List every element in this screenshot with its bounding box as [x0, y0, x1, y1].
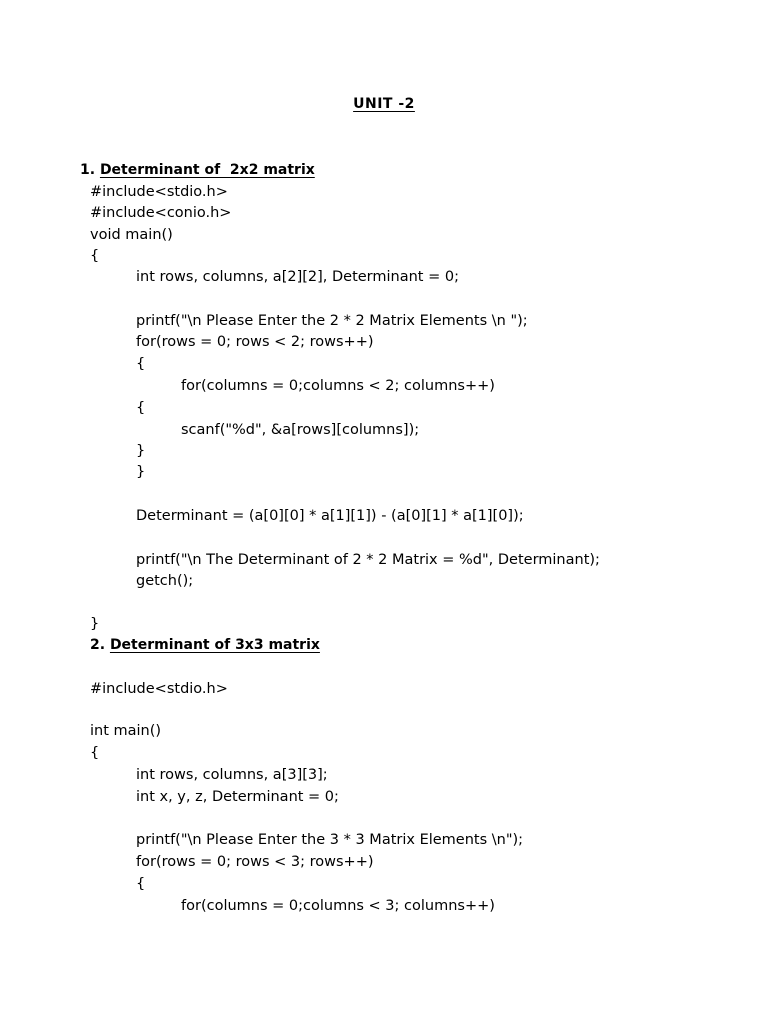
code-line: } [136, 464, 146, 480]
code-line: scanf("%d", &a[rows][columns]); [181, 422, 420, 438]
section-1-heading: 1. Determinant of 2x2 matrix [80, 162, 315, 178]
code-line: Determinant = (a[0][0] * a[1][1]) - (a[0][1] * a[1][0]); [136, 508, 524, 524]
code-line: printf("\n Please Enter the 3 * 3 Matrix Elements \n"); [136, 832, 524, 848]
code-line: getch(); [136, 573, 194, 589]
code-line: { [136, 876, 146, 892]
code-line: void main() [90, 227, 173, 243]
code-line: } [136, 443, 146, 459]
code-line: } [90, 616, 100, 632]
code-line: { [90, 248, 100, 264]
code-line: for(columns = 0;columns < 3; columns++) [181, 898, 495, 914]
code-line: for(rows = 0; rows < 2; rows++) [136, 334, 374, 350]
code-line: printf("\n The Determinant of 2 * 2 Matrix = %d", Determinant); [136, 552, 600, 568]
code-line: #include<stdio.h> [90, 681, 228, 697]
code-line: #include<stdio.h> [90, 184, 228, 200]
code-line: int x, y, z, Determinant = 0; [136, 789, 339, 805]
code-line: #include<conio.h> [90, 205, 232, 221]
code-line: { [90, 745, 100, 761]
code-line: for(rows = 0; rows < 3; rows++) [136, 854, 374, 870]
code-line: printf("\n Please Enter the 2 * 2 Matrix Elements \n "); [136, 313, 528, 329]
code-line: int rows, columns, a[2][2], Determinant = 0; [136, 269, 459, 285]
code-line: int rows, columns, a[3][3]; [136, 767, 328, 783]
unit-title: UNIT -2 [353, 96, 415, 112]
code-line: { [136, 356, 146, 372]
code-line: int main() [90, 723, 162, 739]
code-line: { [136, 400, 146, 416]
section-2-heading: 2. Determinant of 3x3 matrix [90, 637, 320, 653]
code-line: for(columns = 0;columns < 2; columns++) [181, 378, 495, 394]
